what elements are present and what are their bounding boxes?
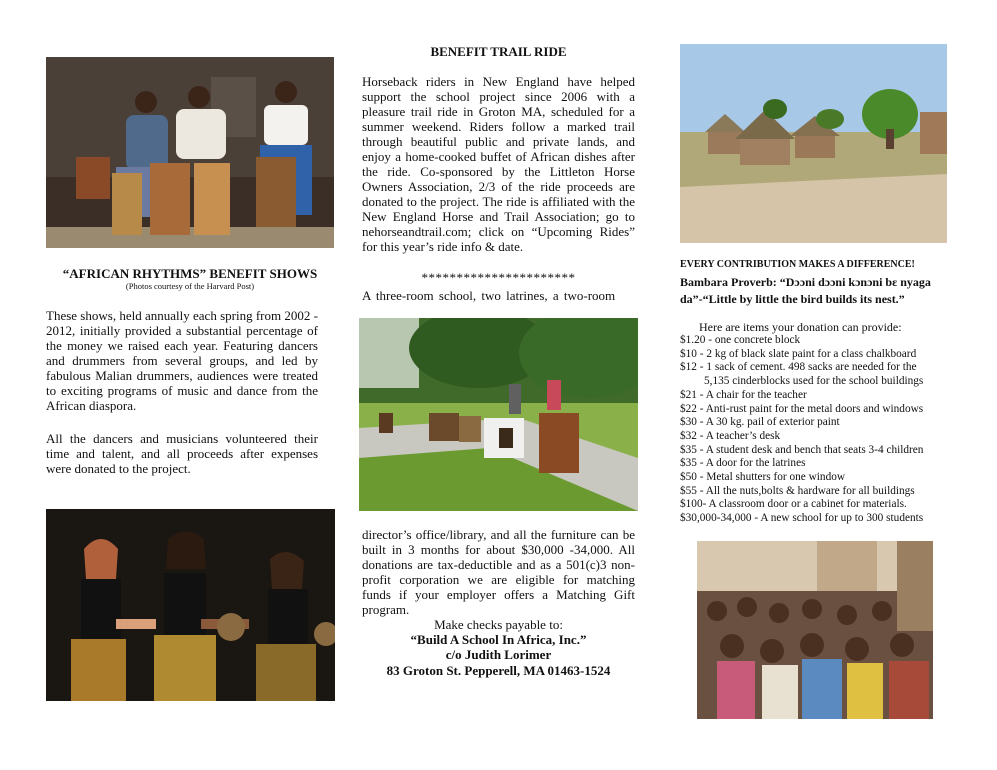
list-item: $30 - A 30 kg. pail of exterior paint	[680, 416, 840, 429]
contribution-heading: EVERY CONTRIBUTION MAKES A DIFFERENCE!	[680, 259, 915, 270]
volunteers-paragraph: All the dancers and musicians volunteered their time and talent, and all proceeds after expenses were donated to the project.	[46, 431, 318, 476]
checks-line: Make checks payable to:	[434, 617, 563, 632]
items-intro: Here are items your donation can provide:	[699, 320, 902, 334]
list-item: $35 - A student desk and bench that seats 3-4 children	[680, 443, 924, 456]
photo-credit: (Photos courtesy of the Harvard Post)	[125, 281, 255, 291]
drummers-photo	[46, 57, 334, 248]
trail-ride-heading: BENEFIT TRAIL RIDE	[430, 44, 567, 59]
list-item: $100- A classroom door or a cabinet for materials.	[680, 498, 907, 511]
list-item: $21 - A chair for the teacher	[680, 388, 807, 401]
list-item: 5,135 cinderblocks used for the school buildings	[704, 375, 924, 388]
list-item: $22 - Anti-rust paint for the metal doors and windows	[680, 402, 924, 415]
section-divider: **********************	[421, 270, 576, 285]
schoolchildren-photo	[697, 541, 933, 719]
list-item: $10 - 2 kg of black slate paint for a class chalkboard	[680, 347, 917, 360]
list-item: $50 - Metal shutters for one window	[680, 471, 846, 484]
shows-heading: “AFRICAN RHYTHMS” BENEFIT SHOWS	[62, 266, 318, 281]
school-paragraph-end: director’s office/library, and all the furniture can be built in 3 months for about $30,000 -34,000. All donations are tax-deductible and as a 501(c)3 non-profit corporation we are eligible for matching funds if your employer offers a Matching Gift program.	[362, 527, 635, 617]
mailing-address: 83 Groton St. Pepperell, MA 01463-1524	[386, 663, 611, 678]
care-of: c/o Judith Lorimer	[445, 647, 552, 662]
list-item: $55 - All the nuts,bolts & hardware for all buildings	[680, 484, 915, 497]
shows-paragraph: These shows, held annually each spring from 2002 - 2012, initially provided a substantial percentage of the money we raised each year. Featuring dancers and drummers from several groups, and led by fabulous Malian drummers, audiences were treated to exciting programs of music and dance from the African diaspora.	[46, 308, 318, 413]
list-item: $1.20 - one concrete block	[680, 334, 801, 346]
donation-items-list	[680, 334, 960, 526]
list-item: $30,000-34,000 - A new school for up to 300 students	[680, 512, 924, 525]
payee: “Build A School In Africa, Inc.”	[410, 632, 587, 647]
school-paragraph-start: A three-room school, two latrines, a two-room	[362, 288, 616, 303]
trail-ride-photo	[359, 318, 638, 511]
trail-ride-paragraph: Horseback riders in New England have helped support the school project since 2006 with a pleasure trail ride in Groton MA, scheduled for a summer weekend. Riders follow a marked trail through beautiful public and private lands, and enjoy a home-cooked buffet of African dishes after the ride. Co-sponsored by the Littleton Horse Owners Association, 2/3 of the ride proceeds are donated to the project. The ride is affiliated with the New England Horse and Trail Association; go to nehorseandtrail.com; click on “Upcoming Rides” for this year’s ride info & date.	[362, 74, 635, 254]
bambara-proverb: Bambara Proverb: “Dɔɔni dɔɔni kɔnɔni bɛ nyaga da”-“Little by little the bird builds its nest.”	[680, 275, 931, 306]
list-item: $32 - A teacher’s desk	[680, 429, 781, 442]
dancers-photo	[46, 509, 335, 701]
list-item: $12 - 1 sack of cement. 498 sacks are needed for the	[680, 361, 917, 374]
village-photo	[680, 44, 947, 243]
list-item: $35 - A door for the latrines	[680, 457, 806, 470]
